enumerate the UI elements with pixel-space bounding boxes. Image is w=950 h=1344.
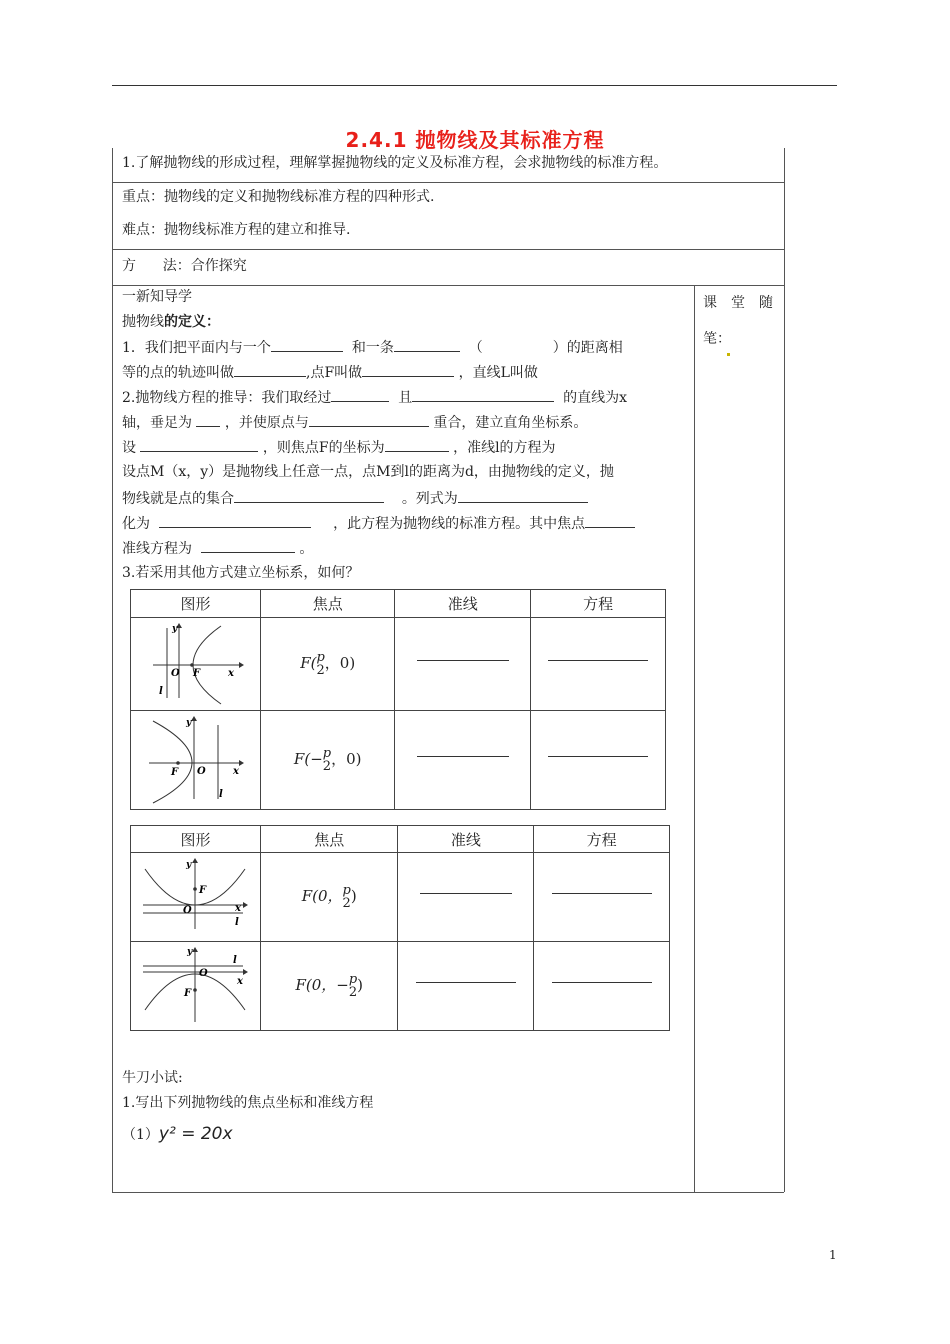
- derivation-line-6: [122, 513, 635, 534]
- focus-right-expr: [300, 650, 356, 678]
- text: 2: [342, 896, 351, 911]
- directrix-label: l: [159, 686, 163, 697]
- focus-left-expr: [293, 746, 362, 774]
- derivation-line-7: [122, 538, 313, 559]
- text: 2.抛物线方程的推导：我们取经过: [122, 390, 332, 406]
- fill-blank[interactable]: [385, 437, 449, 452]
- text: ，并使原点与: [224, 415, 309, 431]
- fill-blank[interactable]: [331, 387, 389, 402]
- fraction: [343, 884, 351, 910]
- origin-label: O: [183, 905, 192, 916]
- learning-goals: 1.了解抛物线的形成过程，理解掌握抛物线的定义及标准方程，会求抛物线的标准方程。: [122, 155, 668, 171]
- derivation-line-1: [122, 387, 627, 408]
- text: ): [350, 887, 357, 905]
- definition-line-2: [122, 362, 538, 383]
- practice-heading: 牛刀小试:: [122, 1070, 183, 1086]
- fill-blank[interactable]: [585, 513, 635, 528]
- table-vertical: [130, 825, 670, 1031]
- directrix-blank-1[interactable]: [395, 618, 531, 711]
- page-title: 2.4.1 抛物线及其标准方程: [345, 128, 605, 152]
- axis-x-label: x: [228, 668, 234, 679]
- derivation-line-4: 设点M（x，y）是抛物线上任意一点，点M到l的距离为d，由抛物线的定义，抛: [122, 464, 614, 480]
- header-directrix: 准线: [395, 590, 531, 618]
- axis-y-label: y: [186, 860, 192, 870]
- text: 和一条: [351, 340, 394, 356]
- derivation-line-5: [122, 488, 588, 509]
- text: p: [322, 746, 332, 761]
- fill-blank[interactable]: [271, 337, 343, 352]
- frame-bottom: [112, 1192, 784, 1193]
- text: 。列式为: [401, 491, 458, 507]
- focus-right: [261, 618, 395, 711]
- header-focus: 焦点: [261, 826, 398, 853]
- practice-question-1: 1.写出下列抛物线的焦点坐标和准线方程: [122, 1095, 374, 1111]
- page-number: 1: [829, 1248, 837, 1262]
- parabola-down-icon: [131, 942, 260, 1026]
- text: ，则焦点F的坐标为: [262, 440, 385, 456]
- text: ，0): [324, 654, 356, 672]
- text: ): [357, 976, 364, 994]
- text: 2: [348, 985, 358, 1000]
- text: F(: [293, 750, 311, 768]
- parabola-left-icon: [131, 711, 260, 805]
- focus-label: F: [184, 988, 192, 999]
- fill-blank[interactable]: [309, 412, 429, 427]
- text: F(: [300, 654, 317, 672]
- fill-blank[interactable]: [394, 337, 460, 352]
- figure-left-opening: [131, 711, 261, 810]
- side-note-dot: [727, 353, 730, 356]
- focus-label: F: [199, 885, 207, 896]
- header-figure: 图形: [131, 590, 261, 618]
- text: 化为: [122, 516, 150, 532]
- directrix-blank-3[interactable]: [398, 853, 534, 942]
- row-divider-2: [112, 249, 784, 250]
- fill-blank[interactable]: [159, 513, 311, 528]
- fill-blank[interactable]: [458, 488, 588, 503]
- axis-y-label: y: [187, 947, 193, 957]
- row-divider-1: [112, 182, 784, 183]
- fill-blank[interactable]: [201, 538, 295, 553]
- header-figure: 图形: [131, 826, 261, 853]
- text: ，准线l的方程为: [453, 440, 556, 456]
- equation-blank-4[interactable]: [534, 942, 670, 1031]
- side-column-divider: [694, 285, 695, 1192]
- definition-line-1: [122, 337, 623, 358]
- focus-label: F: [171, 767, 179, 778]
- definition-heading-b: 的定义：: [164, 314, 220, 330]
- row-divider-3: [112, 285, 784, 286]
- focus-up: [261, 853, 398, 942]
- fill-blank[interactable]: [362, 362, 454, 377]
- fill-blank[interactable]: [140, 437, 258, 452]
- text: 且: [398, 390, 413, 406]
- axis-y-label: y: [172, 624, 178, 634]
- axis-y-label: y: [186, 718, 192, 728]
- axis-x-label: x: [235, 903, 241, 914]
- fill-blank[interactable]: [196, 412, 220, 427]
- text: 的直线为x: [563, 390, 628, 406]
- equation: y² = 20x: [158, 1124, 233, 1144]
- figure-down-opening: [131, 942, 261, 1031]
- side-note-label: 笔：: [703, 331, 731, 347]
- text: ）的距离相: [552, 340, 623, 356]
- focus-down-expr: [295, 972, 364, 1000]
- text: ，直线L叫做: [458, 365, 538, 381]
- text: 重合，建立直角坐标系。: [433, 415, 588, 431]
- fraction: [349, 973, 357, 999]
- axis-x-label: x: [233, 766, 239, 777]
- text: 物线就是点的集合: [122, 491, 234, 507]
- parabola-up-icon: [131, 853, 260, 937]
- derivation-line-2: [122, 412, 587, 433]
- directrix-blank-4[interactable]: [398, 942, 534, 1031]
- text: 轴，垂足为: [122, 415, 192, 431]
- header-directrix: 准线: [398, 826, 534, 853]
- figure-right-opening: [131, 618, 261, 711]
- top-rule: [112, 85, 837, 86]
- directrix-label: l: [233, 955, 237, 966]
- derivation-line-3: [122, 437, 556, 458]
- text: −: [310, 750, 323, 768]
- text: ，0): [331, 750, 362, 768]
- text: 2: [316, 663, 325, 678]
- text: p: [316, 650, 325, 665]
- frame-left: [112, 148, 113, 1192]
- equation-blank-1[interactable]: [531, 618, 666, 711]
- focus-up-expr: [301, 883, 357, 911]
- origin-label: O: [197, 766, 206, 777]
- fill-blank[interactable]: [412, 387, 554, 402]
- equation-blank-2[interactable]: [531, 711, 666, 810]
- definition-heading-a: 抛物线: [122, 314, 164, 330]
- side-note-title: 课堂随: [703, 295, 787, 311]
- focus-down: [261, 942, 398, 1031]
- text: p: [348, 972, 358, 987]
- focus-label: F: [193, 668, 201, 679]
- text: ，此方程为抛物线的标准方程。其中焦点: [333, 516, 586, 532]
- method: 方 法：合作探究: [122, 258, 247, 274]
- difficulty: 难点：抛物线标准方程的建立和推导.: [122, 222, 351, 238]
- header-focus: 焦点: [261, 590, 395, 618]
- section-heading: 一新知导学: [122, 289, 192, 305]
- text: 准线方程为: [122, 541, 192, 557]
- focus-left: [261, 711, 395, 810]
- text: 2: [322, 759, 332, 774]
- text: 设: [122, 440, 136, 456]
- fill-blank[interactable]: [234, 488, 384, 503]
- text: 1．我们把平面内与一个: [122, 340, 271, 356]
- fill-blank[interactable]: [234, 362, 306, 377]
- text: （: [468, 340, 483, 356]
- directrix-blank-2[interactable]: [395, 711, 531, 810]
- text: −: [336, 976, 349, 994]
- figure-up-opening: [131, 853, 261, 942]
- text: 。: [299, 541, 314, 557]
- text: ,点F叫做: [306, 365, 363, 381]
- text: F(0，: [301, 887, 343, 905]
- fraction: [316, 651, 324, 677]
- table-horizontal: [130, 589, 666, 810]
- axis-x-label: x: [237, 976, 243, 987]
- directrix-label: l: [235, 917, 239, 928]
- key-point: 重点：抛物线的定义和抛物线标准方程的四种形式.: [122, 189, 435, 205]
- parabola-right-icon: [131, 618, 260, 706]
- practice-item-1: [122, 1124, 233, 1145]
- definition-heading: [122, 312, 220, 332]
- question-3: 3.若采用其他方式建立坐标系，如何？: [122, 565, 360, 581]
- text: 等的点的轨迹叫做: [122, 365, 234, 381]
- fraction: [323, 747, 331, 773]
- header-equation: 方程: [531, 590, 666, 618]
- equation-blank-3[interactable]: [534, 853, 670, 942]
- origin-label: O: [199, 968, 208, 979]
- origin-label: O: [171, 668, 180, 679]
- text: （1）: [122, 1127, 159, 1143]
- header-equation: 方程: [534, 826, 670, 853]
- text: F(0，: [295, 976, 337, 994]
- text: p: [342, 883, 351, 898]
- directrix-label: l: [219, 789, 223, 800]
